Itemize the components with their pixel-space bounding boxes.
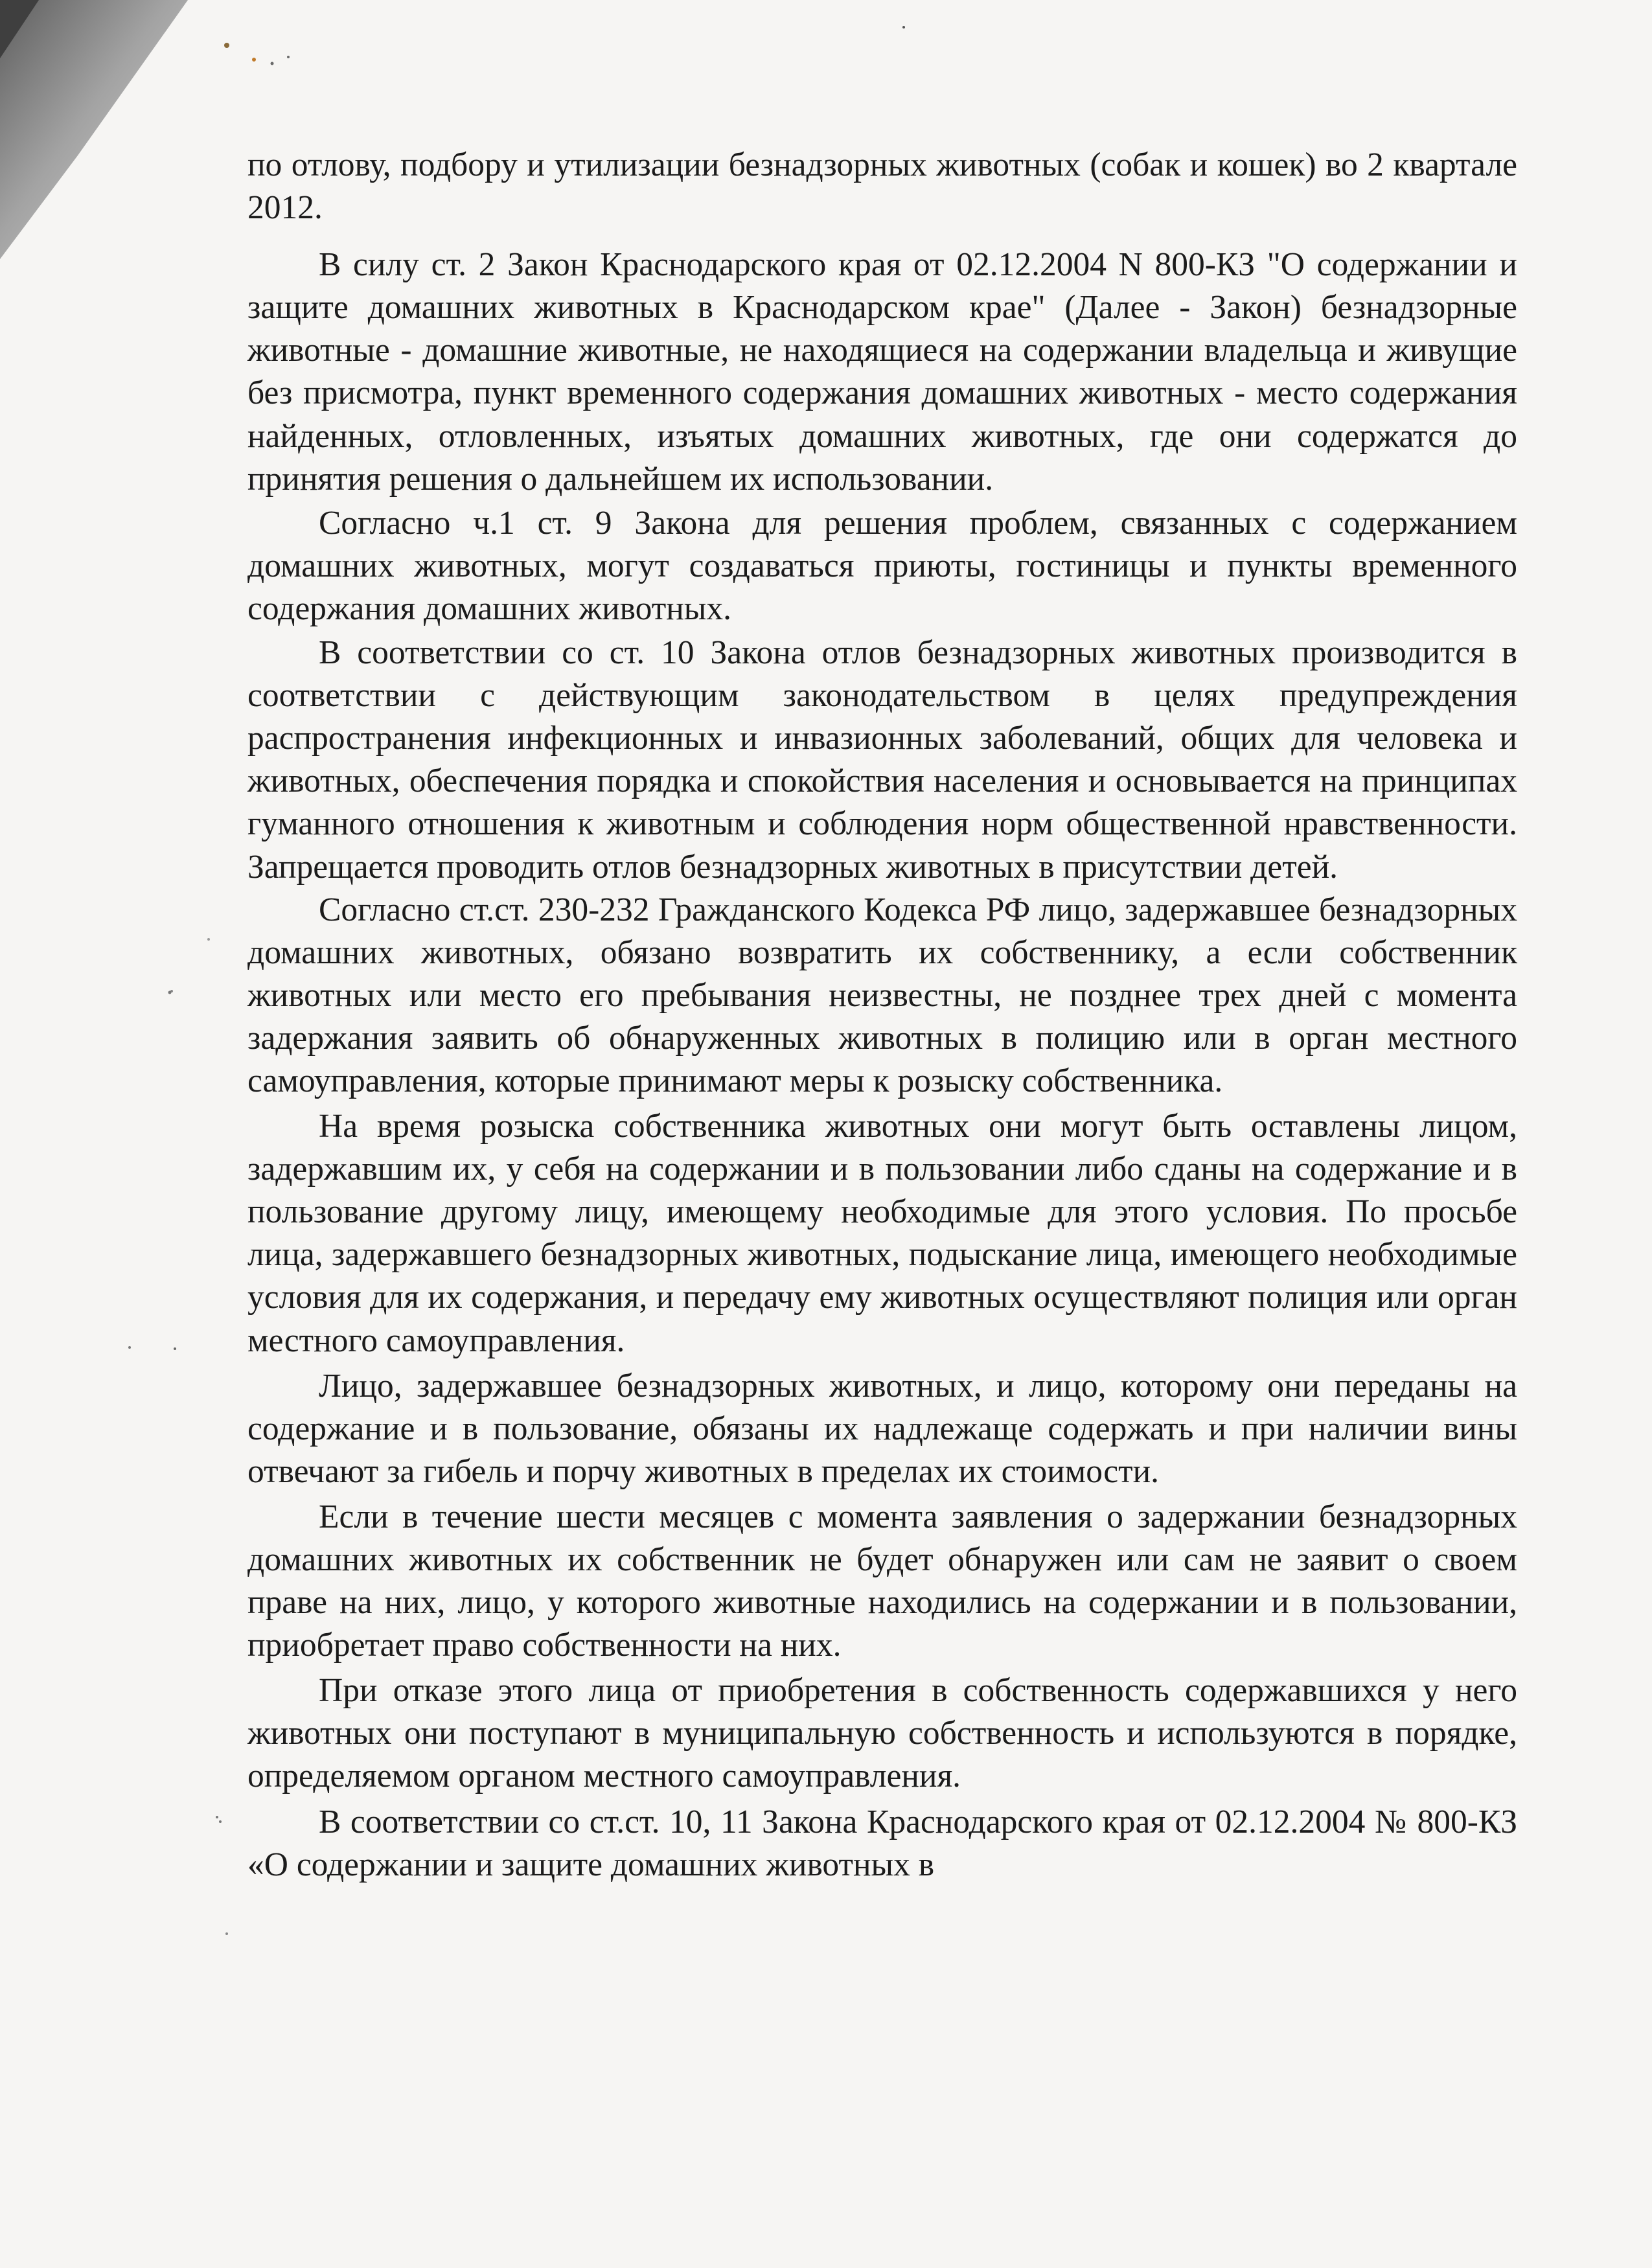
paragraph-owner-search: На время розыска собственника животных они могут быть оставлены лицом, задержавшим их, у себя на содержании и в пользовании либо сданы на содержание и в пользование другому лицу, имеющему необходимые для этого условия. По просьбе лица, задержавшего безнадзорных животных, подыскание лица, имеющего необходимые условия для их содержания, и передачу ему животных осуществляют полиция или орган местного самоуправления. xyxy=(247,1108,1517,1359)
document-body xyxy=(247,144,1517,1886)
paragraph-municipal-property: При отказе этого лица от приобретения в собственность содержавшихся у него животных они поступают в муниципальную собственность и используются в порядке, определяемом органом местного самоуправления. xyxy=(247,1672,1517,1795)
paragraph-civil-code: Согласно ст.ст. 230-232 Гражданского Кодекса РФ лицо, задержавшее безнадзорных домашних животных, обязано возвратить их собственнику, а если собственник животных или место его пребывания неизвестны, не позднее трех дней с момента задержания заявить об обнаруженных животных в полицию или в орган местного самоуправления, которые принимают меры к розыску собственника. xyxy=(247,891,1517,1099)
paragraph-law-article-9: Согласно ч.1 ст. 9 Закона для решения проблем, связанных с содержанием домашних животных, могут создаваться приюты, гостиницы и пункты временного содержания домашних животных. xyxy=(247,504,1517,627)
paragraph-continuation: по отлову, подбору и утилизации безнадзорных животных (собак и кошек) во 2 квартале 2012. xyxy=(247,146,1517,227)
paragraph-law-article-2: В силу ст. 2 Закон Краснодарского края от 02.12.2004 N 800-КЗ "О содержании и защите домашних животных в Краснодарском крае" (Далее - Закон) безнадзорные животные - домашние животные, не находящиеся на содержании владельца и живущие без присмотра, пункт временного содержания домашних животных - место содержания найденных, отловленных, изъятых домашних животных, где они содержатся до принятия решения о дальнейшем их использовании. xyxy=(247,246,1517,498)
paragraph-ownership-transfer: Если в течение шести месяцев с момента заявления о задержании безнадзорных домашних животных их собственник не будет обнаружен или сам не заявит о своем праве на них, лицо, у которого животные находились на содержании и в пользовании, приобретает право собственности на них. xyxy=(247,1498,1517,1664)
folded-corner-shadow xyxy=(0,0,194,272)
paragraph-liability: Лицо, задержавшее безнадзорных животных, и лицо, которому они переданы на содержание и в пользование, обязаны их надлежаще содержать и при наличии вины отвечают за гибель и порчу животных в пределах их стоимости. xyxy=(247,1367,1517,1490)
paragraph-law-articles-10-11: В соответствии со ст.ст. 10, 11 Закона Краснодарского края от 02.12.2004 № 800-КЗ «О содержании и защите домашних животных в xyxy=(247,1803,1517,1883)
paragraph-law-article-10: В соответствии со ст. 10 Закона отлов безнадзорных животных производится в соответствии с действующим законодательством в целях предупреждения распространения инфекционных и инвазионных заболеваний, общих для человека и животных, обеспечения порядка и спокойствия населения и основывается на принципах гуманного отношения к животным и соблюдения норм общественной нравственности. Запрещается проводить отлов безнадзорных животных в присутствии детей. xyxy=(247,634,1517,886)
